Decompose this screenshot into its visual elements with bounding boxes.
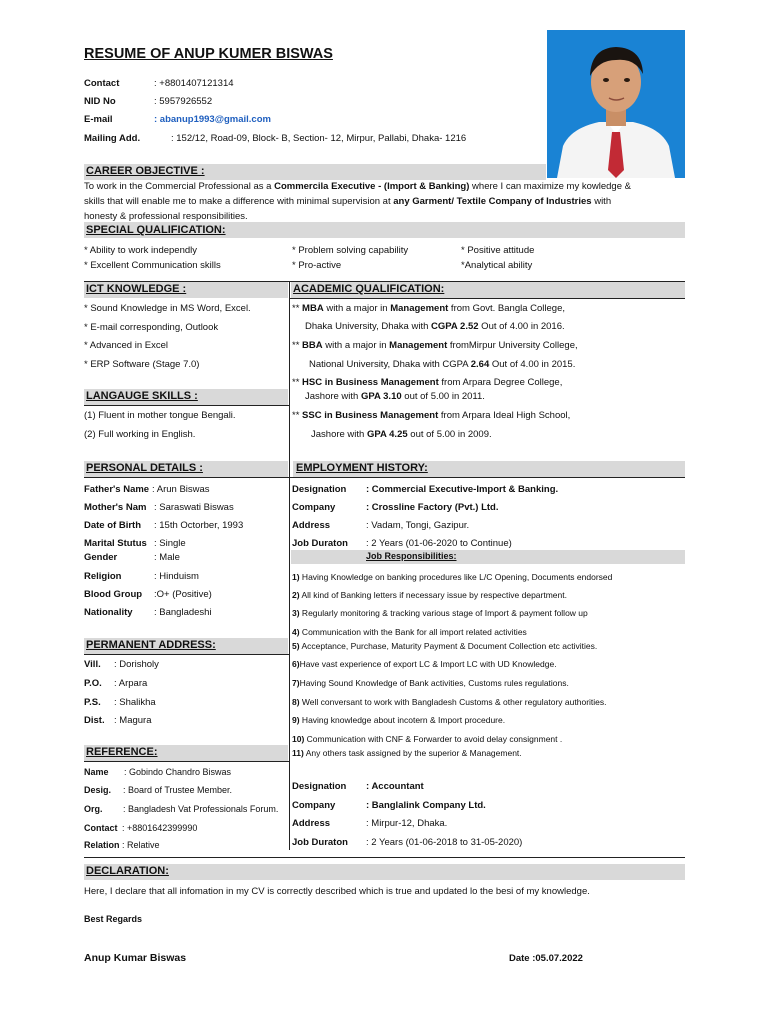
career-text (84, 179, 684, 224)
mailing-label: Mailing Add. (84, 133, 141, 144)
declaration-text: Here, I declare that all infomation in my CV is correctly described which is true and updated lo the besi of my knowledge. (84, 886, 590, 897)
responsibility-item: 5) Acceptance, Purchase, Maturity Payment & Document Collection etc activities. (292, 641, 598, 651)
job2-address-value: : Mirpur-12, Dhaka. (366, 818, 448, 829)
academic-bba-line-2: National University, Dhaka with CGPA 2.64 Out of 4.00 in 2015. (309, 359, 576, 370)
section-divider (84, 761, 289, 762)
ict-item: * Advanced in Excel (84, 340, 168, 351)
page-title: RESUME OF ANUP KUMER BISWAS (84, 46, 333, 62)
nid-label: NID No (84, 96, 116, 107)
responsibility-item: 4) Communication with the Bank for all import related activities (292, 627, 527, 637)
career-heading: CAREER OBJECTIVE : (86, 165, 205, 177)
declaration-heading: DECLARATION: (86, 865, 169, 877)
dob-label: Date of Birth (84, 520, 141, 531)
vill-value: : Dorisholy (114, 659, 159, 670)
blood-label: Blood Group (84, 589, 143, 600)
responsibility-item: 3) Regularly monitoring & tracking various stage of Import & payment follow up (292, 608, 588, 618)
language-item: (1) Fluent in mother tongue Bengali. (84, 410, 236, 421)
section-divider (84, 654, 289, 655)
academic-ssc-line-2: Jashore with GPA 4.25 out of 5.00 in 2009. (311, 429, 492, 440)
special-item: * Excellent Communication skills (84, 260, 221, 271)
job2-address-label: Address (292, 818, 331, 829)
declaration-heading-bar (84, 864, 685, 880)
permanent-heading: PERMANENT ADDRESS: (86, 639, 216, 651)
special-item: * Ability to work independly (84, 245, 198, 256)
religion-value: : Hinduism (154, 571, 199, 582)
person-photo (547, 30, 685, 178)
responsibility-item: 8) Well conversant to work with Bangladesh Customs & other regulatory authorities. (292, 697, 607, 707)
ref-relation-label: Relation (84, 840, 120, 850)
job1-address-value: : Vadam, Tongi, Gazipur. (366, 520, 470, 531)
responsibility-item: 1) Having Knowledge on banking procedures like L/C Opening, Documents endorsed (292, 572, 613, 582)
nationality-value: : Bangladeshi (154, 607, 212, 618)
marital-label: Marital Stutus (84, 538, 147, 549)
special-item: * Positive attitude (461, 245, 535, 256)
responsibility-item: 11) Any others task assigned by the superior & Management. (292, 748, 522, 758)
academic-bba-line-1: ** BBA with a major in Management fromMirpur University College, (292, 340, 578, 351)
signature-date: Date :05.07.2022 (509, 953, 583, 964)
ps-value: : Shalikha (114, 697, 156, 708)
job2-company-value: : Banglalink Company Ltd. (366, 800, 486, 811)
ref-name-label: Name (84, 767, 109, 777)
special-item: *Analytical ability (461, 260, 533, 271)
job1-company-label: Company (292, 502, 336, 513)
job2-duration-value: : 2 Years (01-06-2018 to 31-05-2020) (366, 837, 523, 848)
language-item: (2) Full working in English. (84, 429, 196, 440)
language-heading: LANGAUGE SKILLS : (86, 390, 198, 402)
ps-label: P.S. (84, 697, 101, 708)
job1-designation-value: : Commercial Executive-Import & Banking. (366, 484, 559, 495)
contact-value: : +8801407121314 (154, 78, 234, 89)
job2-duration-label: Job Duraton (292, 837, 348, 848)
ref-contact-label: Contact (84, 823, 118, 833)
ict-heading: ICT KNOWLEDGE : (86, 283, 187, 295)
reference-heading: REFERENCE: (86, 746, 158, 758)
responsibility-item: 7)Having Sound Knowledge of Bank activities, Customs rules regulations. (292, 678, 569, 688)
po-value: : Arpara (114, 678, 148, 689)
person-photo-icon (547, 30, 685, 178)
responsibilities-heading: Job Responsibilities: (366, 551, 457, 561)
ref-org-label: Org. (84, 804, 103, 814)
job1-duration-value: : 2 Years (01-06-2020 to Continue) (366, 538, 512, 549)
career-line-1: To work in the Commercial Professional as a Commercila Executive - (Import & Banking) where I can maximize my kowledge & (84, 181, 631, 192)
mother-label: Mother's Nam (84, 502, 147, 513)
career-line-2: skills that will enable me to make a difference with minimal supervision at any Garment/ Textile Company of Industries with (84, 196, 612, 207)
special-item: * Pro-active (292, 260, 342, 271)
signature-name: Anup Kumar Biswas (84, 952, 187, 964)
responsibility-item: 2) All kind of Banking letters if necessary issue by respective department. (292, 590, 567, 600)
special-heading: SPECIAL QUALIFICATION: (86, 224, 226, 236)
academic-hsc-line-1: ** HSC in Business Management from Arpara Degree College, (292, 377, 563, 388)
dist-value: : Magura (114, 715, 152, 726)
nationality-label: Nationality (84, 607, 133, 618)
nid-value: : 5957926552 (154, 96, 213, 107)
ref-relation-value: : Relative (122, 840, 160, 850)
section-divider (84, 405, 289, 406)
responsibility-item: 9) Having knowledge about incotern & Import procedure. (292, 715, 506, 725)
column-divider (289, 282, 290, 850)
job2-company-label: Company (292, 800, 336, 811)
gender-label: Gender (84, 552, 118, 563)
dist-label: Dist. (84, 715, 105, 726)
responsibility-item: 6)Have vast experience of export LC & Import LC with UD Knowledge. (292, 659, 557, 669)
po-label: P.O. (84, 678, 102, 689)
blood-value: :O+ (Positive) (154, 589, 212, 600)
contact-label: Contact (84, 78, 120, 89)
academic-mba-line-2: Dhaka University, Dhaka with CGPA 2.52 Out of 4.00 in 2016. (305, 321, 565, 332)
marital-value: : Single (154, 538, 186, 549)
job1-company-value: : Crossline Factory (Pvt.) Ltd. (366, 502, 499, 513)
section-divider (84, 857, 685, 858)
academic-ssc-line-1: ** SSC in Business Management from Arpara Ideal High School, (292, 410, 571, 421)
ref-contact-value: : +8801642399990 (122, 823, 198, 833)
responsibility-item: 10) Communication with CNF & Forwarder to avoid delay consignment . (292, 734, 563, 744)
ict-item: * ERP Software (Stage 7.0) (84, 359, 200, 370)
section-divider (84, 477, 685, 478)
ref-desig-label: Desig. (84, 785, 112, 795)
ict-item: * E-mail corresponding, Outlook (84, 322, 219, 333)
academic-hsc-line-2: Jashore with GPA 3.10 out of 5.00 in 2011. (305, 391, 485, 402)
job1-address-label: Address (292, 520, 331, 531)
responsibilities-heading-bar (291, 550, 685, 564)
mother-value: : Saraswati Biswas (154, 502, 234, 513)
academic-heading: ACADEMIC QUALIFICATION: (293, 283, 445, 295)
job1-designation-label: Designation (292, 484, 347, 495)
email-link[interactable]: : abanup1993@gmail.com (154, 114, 271, 125)
vill-label: Vill. (84, 659, 101, 670)
father-label: Father's Name (84, 484, 150, 495)
father-value: : Arun Biswas (152, 484, 210, 495)
job2-designation-label: Designation (292, 781, 347, 792)
employment-heading: EMPLOYMENT HISTORY: (296, 462, 428, 474)
ref-org-value: : Bangladesh Vat Professionals Forum. (123, 804, 279, 814)
personal-heading: PERSONAL DETAILS : (86, 462, 203, 474)
ref-desig-value: : Board of Trustee Member. (123, 785, 233, 795)
email-label: E-mail (84, 114, 113, 125)
mailing-value: : 152/12, Road-09, Block- B, Section- 12, Mirpur, Pallabi, Dhaka- 1216 (171, 133, 467, 144)
career-line-3: honesty & professional responsibilities. (84, 211, 248, 222)
ict-item: * Sound Knowledge in MS Word, Excel. (84, 303, 251, 314)
gender-value: : Male (154, 552, 180, 563)
best-regards: Best Regards (84, 914, 143, 924)
ref-name-value: : Gobindo Chandro Biswas (124, 767, 232, 777)
section-divider (289, 298, 685, 299)
religion-label: Religion (84, 571, 122, 582)
job2-designation-value: : Accountant (366, 781, 424, 792)
academic-mba-line-1: ** MBA with a major in Management from Govt. Bangla College, (292, 303, 565, 314)
job1-duration-label: Job Duraton (292, 538, 348, 549)
special-item: * Problem solving capability (292, 245, 409, 256)
dob-value: : 15th Octorber, 1993 (154, 520, 244, 531)
